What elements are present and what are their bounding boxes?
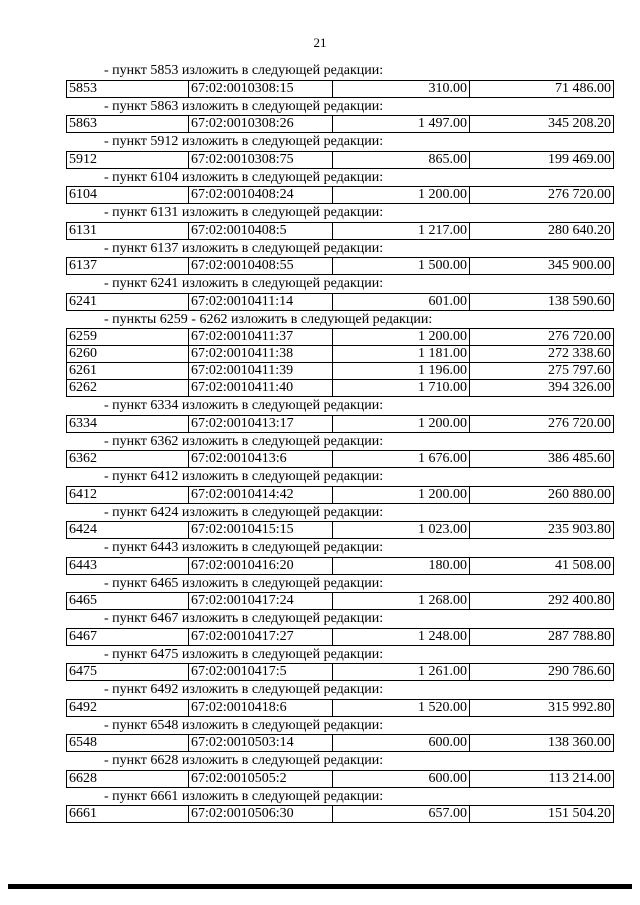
item-number-cell: 6261: [67, 363, 189, 380]
amendment-table: [66, 734, 614, 752]
area-cell: 1 261.00: [333, 664, 470, 681]
value-cell: 276 720.00: [470, 187, 614, 204]
table-row: [67, 116, 614, 133]
item-number-cell: 6137: [67, 258, 189, 275]
cadastral-number-cell: 67:02:0010308:75: [189, 151, 333, 168]
cadastral-number-cell: 67:02:0010408:55: [189, 258, 333, 275]
area-cell: 1 200.00: [333, 415, 470, 432]
area-cell: 1 181.00: [333, 346, 470, 363]
amendment-table: [66, 521, 614, 539]
amendment-table: [66, 592, 614, 610]
area-cell: 657.00: [333, 806, 470, 823]
table-row: [67, 806, 614, 823]
item-number-cell: 6475: [67, 664, 189, 681]
value-cell: 41 508.00: [470, 557, 614, 574]
value-cell: 386 485.60: [470, 451, 614, 468]
table-row: [67, 451, 614, 468]
item-number-cell: 6661: [67, 806, 189, 823]
value-cell: 275 797.60: [470, 363, 614, 380]
amendment-heading: - пункт 5853 изложить в следующей редакции:: [104, 63, 384, 78]
cadastral-number-cell: 67:02:0010417:5: [189, 664, 333, 681]
value-cell: 113 214.00: [470, 770, 614, 787]
table-row: [67, 346, 614, 363]
bottom-rule: [8, 884, 632, 889]
table-row: [67, 557, 614, 574]
value-cell: 272 338.60: [470, 346, 614, 363]
item-number-cell: 6262: [67, 380, 189, 397]
amendment-table: [66, 115, 614, 133]
area-cell: 1 497.00: [333, 116, 470, 133]
area-cell: 601.00: [333, 293, 470, 310]
amendment-table: [66, 222, 614, 240]
area-cell: 1 023.00: [333, 522, 470, 539]
cadastral-number-cell: 67:02:0010411:39: [189, 363, 333, 380]
area-cell: 1 200.00: [333, 329, 470, 346]
amendment-heading: - пункт 6467 изложить в следующей редакции:: [104, 611, 384, 626]
value-cell: 315 992.80: [470, 699, 614, 716]
amendment-table: [66, 699, 614, 717]
area-cell: 1 248.00: [333, 628, 470, 645]
amendment-heading: - пункт 6465 изложить в следующей редакции:: [104, 575, 384, 591]
item-number-cell: 6260: [67, 346, 189, 363]
area-cell: 1 500.00: [333, 258, 470, 275]
cadastral-number-cell: 67:02:0010411:37: [189, 329, 333, 346]
item-number-cell: 5863: [67, 116, 189, 133]
amendment-heading: - пункт 6628 изложить в следующей редакции:: [104, 753, 384, 768]
amendment-table: [66, 186, 614, 204]
amendment-heading: - пункт 6443 изложить в следующей редакции:: [104, 540, 384, 555]
item-number-cell: 6548: [67, 735, 189, 752]
table-row: [67, 593, 614, 610]
cadastral-number-cell: 67:02:0010415:15: [189, 522, 333, 539]
value-cell: 280 640.20: [470, 222, 614, 239]
amendment-heading: - пункт 6362 изложить в следующей редакции:: [104, 433, 384, 449]
amendment-table: [66, 628, 614, 646]
area-cell: 600.00: [333, 770, 470, 787]
cadastral-number-cell: 67:02:0010411:14: [189, 293, 333, 310]
amendment-table: [66, 328, 614, 397]
value-cell: 260 880.00: [470, 486, 614, 503]
item-number-cell: 6241: [67, 293, 189, 310]
area-cell: 1 676.00: [333, 451, 470, 468]
value-cell: 138 360.00: [470, 735, 614, 752]
table-row: [67, 151, 614, 168]
value-cell: 345 208.20: [470, 116, 614, 133]
amendment-table: [66, 257, 614, 275]
amendment-table: [66, 151, 614, 169]
item-number-cell: 6424: [67, 522, 189, 539]
value-cell: 199 469.00: [470, 151, 614, 168]
amendment-heading: - пункт 6424 изложить в следующей редакции:: [104, 504, 384, 520]
table-row: [67, 293, 614, 310]
cadastral-number-cell: 67:02:0010505:2: [189, 770, 333, 787]
table-row: [67, 628, 614, 645]
table-row: [67, 258, 614, 275]
cadastral-number-cell: 67:02:0010308:15: [189, 80, 333, 97]
item-number-cell: 6492: [67, 699, 189, 716]
table-row: [67, 735, 614, 752]
cadastral-number-cell: 67:02:0010416:20: [189, 557, 333, 574]
amendment-table: [66, 293, 614, 311]
amendment-table: [66, 663, 614, 681]
cadastral-number-cell: 67:02:0010411:38: [189, 346, 333, 363]
value-cell: 290 786.60: [470, 664, 614, 681]
item-number-cell: 5912: [67, 151, 189, 168]
amendment-heading: - пункт 6131 изложить в следующей редакции:: [104, 205, 384, 220]
cadastral-number-cell: 67:02:0010308:26: [189, 116, 333, 133]
cadastral-number-cell: 67:02:0010417:24: [189, 593, 333, 610]
area-cell: 865.00: [333, 151, 470, 168]
amendment-table: [66, 805, 614, 823]
value-cell: 394 326.00: [470, 380, 614, 397]
value-cell: 151 504.20: [470, 806, 614, 823]
value-cell: 287 788.80: [470, 628, 614, 645]
area-cell: 310.00: [333, 80, 470, 97]
amendment-table: [66, 415, 614, 433]
amendment-heading: - пункт 6104 изложить в следующей редакции:: [104, 169, 384, 185]
cadastral-number-cell: 67:02:0010414:42: [189, 486, 333, 503]
area-cell: 180.00: [333, 557, 470, 574]
value-cell: 345 900.00: [470, 258, 614, 275]
cadastral-number-cell: 67:02:0010417:27: [189, 628, 333, 645]
amendment-heading: - пункт 6661 изложить в следующей редакции:: [104, 788, 384, 804]
value-cell: 276 720.00: [470, 329, 614, 346]
value-cell: 276 720.00: [470, 415, 614, 432]
cadastral-number-cell: 67:02:0010408:5: [189, 222, 333, 239]
area-cell: 1 217.00: [333, 222, 470, 239]
item-number-cell: 6104: [67, 187, 189, 204]
table-row: [67, 664, 614, 681]
amendment-table: [66, 450, 614, 468]
item-number-cell: 6259: [67, 329, 189, 346]
page-number: 21: [313, 35, 327, 50]
amendment-heading: - пункт 6548 изложить в следующей редакции:: [104, 717, 384, 733]
amendment-table: [66, 557, 614, 575]
table-row: [67, 770, 614, 787]
area-cell: 1 520.00: [333, 699, 470, 716]
amendment-heading: - пункт 5912 изложить в следующей редакции:: [104, 134, 384, 149]
item-number-cell: 6628: [67, 770, 189, 787]
cadastral-number-cell: 67:02:0010418:6: [189, 699, 333, 716]
amendment-heading: - пункты 6259 - 6262 изложить в следующей редакции:: [104, 311, 433, 327]
table-row: [67, 415, 614, 432]
value-cell: 138 590.60: [470, 293, 614, 310]
area-cell: 1 200.00: [333, 486, 470, 503]
amendment-table: [66, 80, 614, 98]
table-row: [67, 222, 614, 239]
table-row: [67, 522, 614, 539]
table-row: [67, 329, 614, 346]
amendment-heading: - пункт 6492 изложить в следующей редакции:: [104, 682, 384, 697]
amendment-heading: - пункт 6475 изложить в следующей редакции:: [104, 646, 384, 662]
amendments-list: [66, 62, 613, 823]
value-cell: 235 903.80: [470, 522, 614, 539]
table-row: [67, 363, 614, 380]
cadastral-number-cell: 67:02:0010503:14: [189, 735, 333, 752]
cadastral-number-cell: 67:02:0010411:40: [189, 380, 333, 397]
area-cell: 1 710.00: [333, 380, 470, 397]
table-row: [67, 187, 614, 204]
table-row: [67, 380, 614, 397]
table-row: [67, 486, 614, 503]
amendment-heading: - пункт 5863 изложить в следующей редакции:: [104, 98, 384, 114]
area-cell: 1 200.00: [333, 187, 470, 204]
value-cell: 292 400.80: [470, 593, 614, 610]
cadastral-number-cell: 67:02:0010408:24: [189, 187, 333, 204]
table-row: [67, 80, 614, 97]
amendment-heading: - пункт 6334 изложить в следующей редакции:: [104, 398, 384, 413]
item-number-cell: 6334: [67, 415, 189, 432]
item-number-cell: 6467: [67, 628, 189, 645]
area-cell: 1 196.00: [333, 363, 470, 380]
amendment-table: [66, 770, 614, 788]
area-cell: 600.00: [333, 735, 470, 752]
amendment-heading: - пункт 6241 изложить в следующей редакции:: [104, 276, 384, 291]
cadastral-number-cell: 67:02:0010413:6: [189, 451, 333, 468]
amendment-heading: - пункт 6137 изложить в следующей редакции:: [104, 240, 384, 256]
value-cell: 71 486.00: [470, 80, 614, 97]
item-number-cell: 6443: [67, 557, 189, 574]
item-number-cell: 6362: [67, 451, 189, 468]
item-number-cell: 6465: [67, 593, 189, 610]
item-number-cell: 6412: [67, 486, 189, 503]
cadastral-number-cell: 67:02:0010506:30: [189, 806, 333, 823]
area-cell: 1 268.00: [333, 593, 470, 610]
amendment-table: [66, 486, 614, 504]
cadastral-number-cell: 67:02:0010413:17: [189, 415, 333, 432]
item-number-cell: 5853: [67, 80, 189, 97]
amendment-heading: - пункт 6412 изложить в следующей редакции:: [104, 469, 384, 484]
table-row: [67, 699, 614, 716]
item-number-cell: 6131: [67, 222, 189, 239]
